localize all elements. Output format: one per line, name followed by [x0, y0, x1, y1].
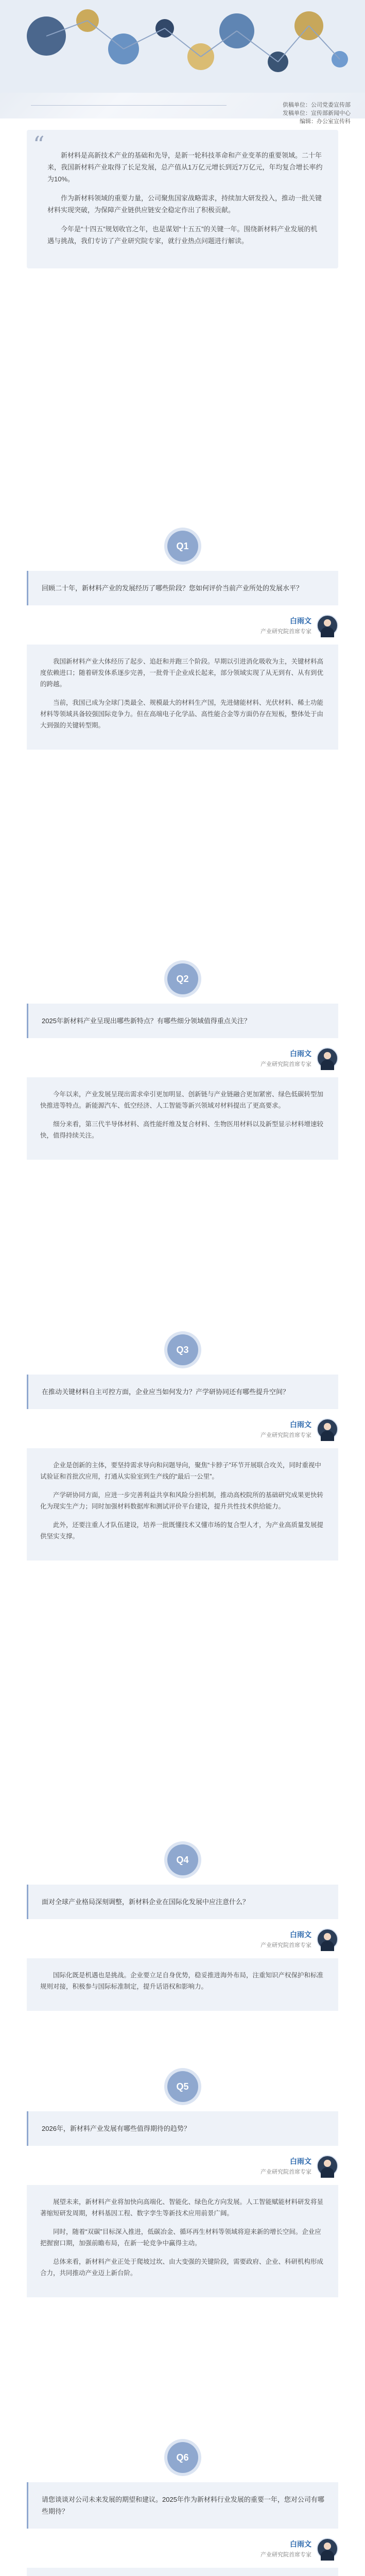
- question-badge: Q2: [167, 963, 198, 994]
- hero-banner: [0, 0, 365, 125]
- answerer-role: 产业研究院首席专家: [260, 629, 311, 635]
- hero-divider: [31, 105, 227, 106]
- answer-block: [27, 2185, 338, 2297]
- caption-line: 发稿单位：宣传部新闻中心: [283, 110, 351, 116]
- hero-decorative-image: [0, 0, 365, 93]
- answer-paragraph: 今年以来，产业发展呈现出需求牵引更加明显、创新链与产业链融合更加紧密、绿色低碳转型加快推进等特点。新能源汽车、低空经济、人工智能等新兴领域对材料提出了更高要求。: [40, 1091, 324, 1109]
- answerer: [27, 2538, 338, 2560]
- question-badge: Q4: [167, 1844, 198, 1875]
- answerer-role: 产业研究院首席专家: [260, 2552, 311, 2558]
- answer-block: [27, 1077, 338, 1160]
- answerer-name: 白雨文: [290, 1420, 311, 1429]
- hero-caption: [258, 101, 351, 126]
- avatar: [317, 2155, 338, 2177]
- answer-paragraph: 同时，随着“双碳”目标深入推进，低碳冶金、循环再生材料等领域将迎来新的增长空间。企业应把握窗口期，加强前瞻布局，在新一轮竞争中赢得主动。: [40, 2228, 321, 2247]
- answer-block: [27, 2568, 338, 2576]
- avatar: [317, 1418, 338, 1440]
- intro-paragraph: 新材料是高新技术产业的基础和先导，是新一轮科技革命和产业变革的重要领域。二十年来，我国新材料产业取得了长足发展，总产值从1万亿元增长到近7万亿元，年均复合增长率约为10%。: [47, 151, 323, 183]
- qa-section: [27, 2442, 338, 2576]
- answer-paragraph: 我国新材料产业大体经历了起步、追赶和并跑三个阶段。早期以引进消化吸收为主，关键材料高度依赖进口；随着研发体系逐步完善，一批骨干企业成长起来，部分领域实现了从无到有、从有到优的跨越。: [40, 658, 324, 688]
- answerer-role: 产业研究院首席专家: [260, 1432, 311, 1438]
- answer-paragraph: 展望未来，新材料产业将加快向高端化、智能化、绿色化方向发展。人工智能赋能材料研发将显著缩短研发周期，材料基因工程、数字孪生等新技术应用前景广阔。: [40, 2198, 324, 2217]
- avatar: [317, 1047, 338, 1069]
- qa-section: [27, 1844, 338, 2011]
- qa-section: [27, 531, 338, 750]
- answerer-name: 白雨文: [290, 2540, 311, 2548]
- answer-paragraph: 总体来看，新材料产业正处于爬坡过坎、由大变强的关键阶段，需要政府、企业、科研机构形成合力，共同推动产业迈上新台阶。: [40, 2258, 324, 2277]
- answer-paragraph: 此外，还要注重人才队伍建设，培养一批既懂技术又懂市场的复合型人才，为产业高质量发展提供坚实支撑。: [40, 1521, 324, 1540]
- avatar: [317, 615, 338, 636]
- answerer-name: 白雨文: [290, 1049, 311, 1058]
- answerer: [27, 615, 338, 636]
- answerer-name: 白雨文: [290, 1930, 311, 1939]
- answer-paragraph: 当前，我国已成为全球门类最全、规模最大的材料生产国，先进储能材料、光伏材料、稀土功能材料等领域具备较强国际竞争力。但在高端电子化学品、高性能合金等方面仍存在短板，整体处于由大到强的关键转型期。: [40, 699, 324, 729]
- answer-paragraph: 企业是创新的主体，要坚持需求导向和问题导向，聚焦“卡脖子”环节开展联合攻关，同时重视中试验证和首批次应用，打通从实验室到生产线的“最后一公里”。: [40, 1462, 321, 1480]
- answerer: [27, 1418, 338, 1440]
- intro-paragraph: 今年是“十四五”规划收官之年，也是谋划“十五五”的关键一年。围绕新材料产业发展的机遇与挑战，我们专访了产业研究院专家，就行业热点问题进行解读。: [47, 225, 318, 245]
- question-text: 面对全球产业格局深刻调整，新材料企业在国际化发展中应注意什么？: [27, 1885, 338, 1919]
- avatar: [317, 2538, 338, 2560]
- answerer: [27, 2155, 338, 2177]
- question-text: 请您谈谈对公司未来发展的期望和建议。2025年作为新材料行业发展的重要一年，您对公司有哪些期待？: [27, 2482, 338, 2529]
- caption-line: 编辑：办公室宣传科: [300, 118, 351, 125]
- answerer: [27, 1047, 338, 1069]
- question-badge: Q1: [167, 531, 198, 562]
- answerer-name: 白雨文: [290, 617, 311, 625]
- question-text: 在推动关键材料自主可控方面，企业应当如何发力？产学研协同还有哪些提升空间？: [27, 1375, 338, 1409]
- answer-paragraph: 产学研协同方面，应进一步完善利益共享和风险分担机制，推动高校院所的基础研究成果更快转化为现实生产力；同时加强材料数据库和测试评价平台建设，提升共性技术供给能力。: [40, 1492, 324, 1510]
- question-badge: Q6: [167, 2442, 198, 2473]
- caption-line: 供稿单位：公司党委宣传部: [283, 102, 351, 108]
- qa-section: [27, 963, 338, 1160]
- answer-paragraph: 细分来看，第三代半导体材料、高性能纤维及复合材料、生物医用材料以及新型显示材料增速较快，值得持续关注。: [40, 1121, 324, 1139]
- question-text: 2025年新材料产业呈现出哪些新特点？有哪些细分领域值得重点关注？: [27, 1004, 338, 1038]
- question-badge: Q5: [167, 2071, 198, 2102]
- answerer-name: 白雨文: [290, 2157, 311, 2165]
- intro-paragraph: 作为新材料领域的重要力量，公司聚焦国家战略需求，持续加大研发投入，推动一批关键材料实现突破，为保障产业链供应链安全稳定作出了积极贡献。: [47, 194, 322, 214]
- answerer: [27, 1928, 338, 1950]
- avatar: [317, 1928, 338, 1950]
- answer-paragraph: 国际化既是机遇也是挑战。企业要立足自身优势，稳妥推进海外布局，注重知识产权保护和标准规则对接，积极参与国际标准制定，提升话语权和影响力。: [40, 1972, 324, 1990]
- question-badge: Q3: [167, 1334, 198, 1365]
- intro-block: [27, 130, 338, 268]
- answerer-role: 产业研究院首席专家: [260, 1061, 311, 1067]
- answerer-role: 产业研究院首席专家: [260, 2169, 311, 2175]
- answer-block: [27, 645, 338, 750]
- qa-section: [27, 1334, 338, 1561]
- question-text: 回顾二十年，新材料产业的发展经历了哪些阶段？您如何评价当前产业所处的发展水平？: [27, 571, 338, 605]
- answerer-role: 产业研究院首席专家: [260, 1942, 311, 1948]
- qa-section: [27, 2071, 338, 2297]
- answer-block: [27, 1958, 338, 2011]
- question-text: 2026年，新材料产业发展有哪些值得期待的趋势？: [27, 2111, 338, 2146]
- quote-mark-icon: “: [33, 132, 45, 158]
- answer-block: [27, 1448, 338, 1561]
